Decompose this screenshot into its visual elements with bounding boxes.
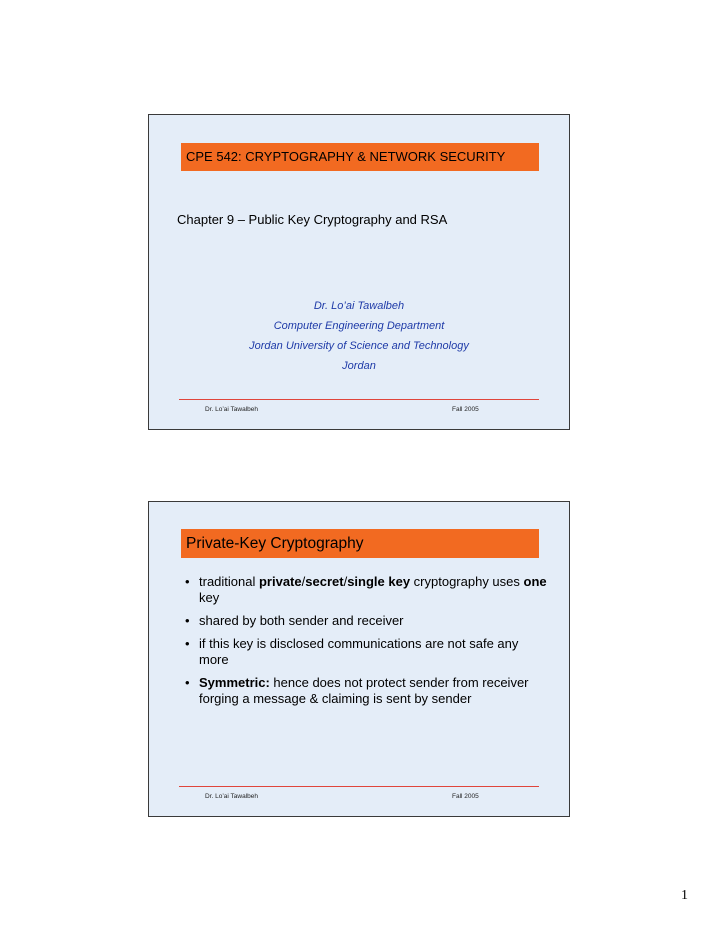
bullet-text: /	[301, 574, 306, 589]
author-university: Jordan University of Science and Technology	[249, 340, 469, 352]
bullet-item	[177, 636, 549, 668]
bullet-text: traditional	[199, 574, 259, 589]
bullet-item	[177, 613, 549, 629]
footer-divider	[179, 786, 539, 787]
bullet-dot-icon: •	[185, 574, 190, 589]
bullet-text: cryptography uses	[410, 574, 524, 589]
slide-title: Private-Key Cryptography	[181, 529, 539, 558]
bullet-text: /	[343, 574, 348, 589]
slide-title: CPE 542: CRYPTOGRAPHY & NETWORK SECURITY	[181, 143, 539, 171]
chapter-subtitle: Chapter 9 – Public Key Cryptography and RSA	[177, 212, 448, 227]
bullet-text: key	[199, 590, 220, 605]
bullet-dot-icon: •	[185, 636, 190, 651]
bullet-emphasis: private	[258, 574, 302, 589]
author-name: Dr. Lo’ai Tawalbeh	[313, 300, 405, 312]
page-number: 1	[681, 888, 688, 903]
footer-author: Dr. Lo’ai Tawalbeh	[205, 793, 258, 800]
bullet-text: shared by both sender and receiver	[199, 613, 404, 628]
bullet-emphasis: one	[523, 574, 547, 589]
bullet-dot-icon: •	[185, 613, 190, 628]
author-country: Jordan	[342, 360, 376, 372]
footer-author: Dr. Lo’ai Tawalbeh	[205, 406, 258, 413]
bullet-item	[177, 574, 549, 606]
footer-divider	[179, 399, 539, 400]
slide-2	[148, 501, 570, 817]
bullet-emphasis: single key	[347, 574, 411, 589]
footer-term: Fall 2005	[452, 406, 479, 413]
bullet-text: hence does not protect sender from receiver forging a message & claiming is sent by sender	[199, 675, 529, 706]
bullet-list	[177, 574, 549, 714]
slide-1	[148, 114, 570, 430]
bullet-emphasis: secret	[305, 574, 344, 589]
bullet-dot-icon: •	[185, 675, 190, 690]
bullet-item	[177, 675, 549, 707]
footer-term: Fall 2005	[452, 793, 479, 800]
bullet-emphasis: Symmetric:	[199, 675, 270, 690]
author-department: Computer Engineering Department	[273, 320, 445, 332]
author-block	[149, 296, 569, 376]
bullet-text: if this key is disclosed communications are not safe any more	[199, 636, 519, 667]
